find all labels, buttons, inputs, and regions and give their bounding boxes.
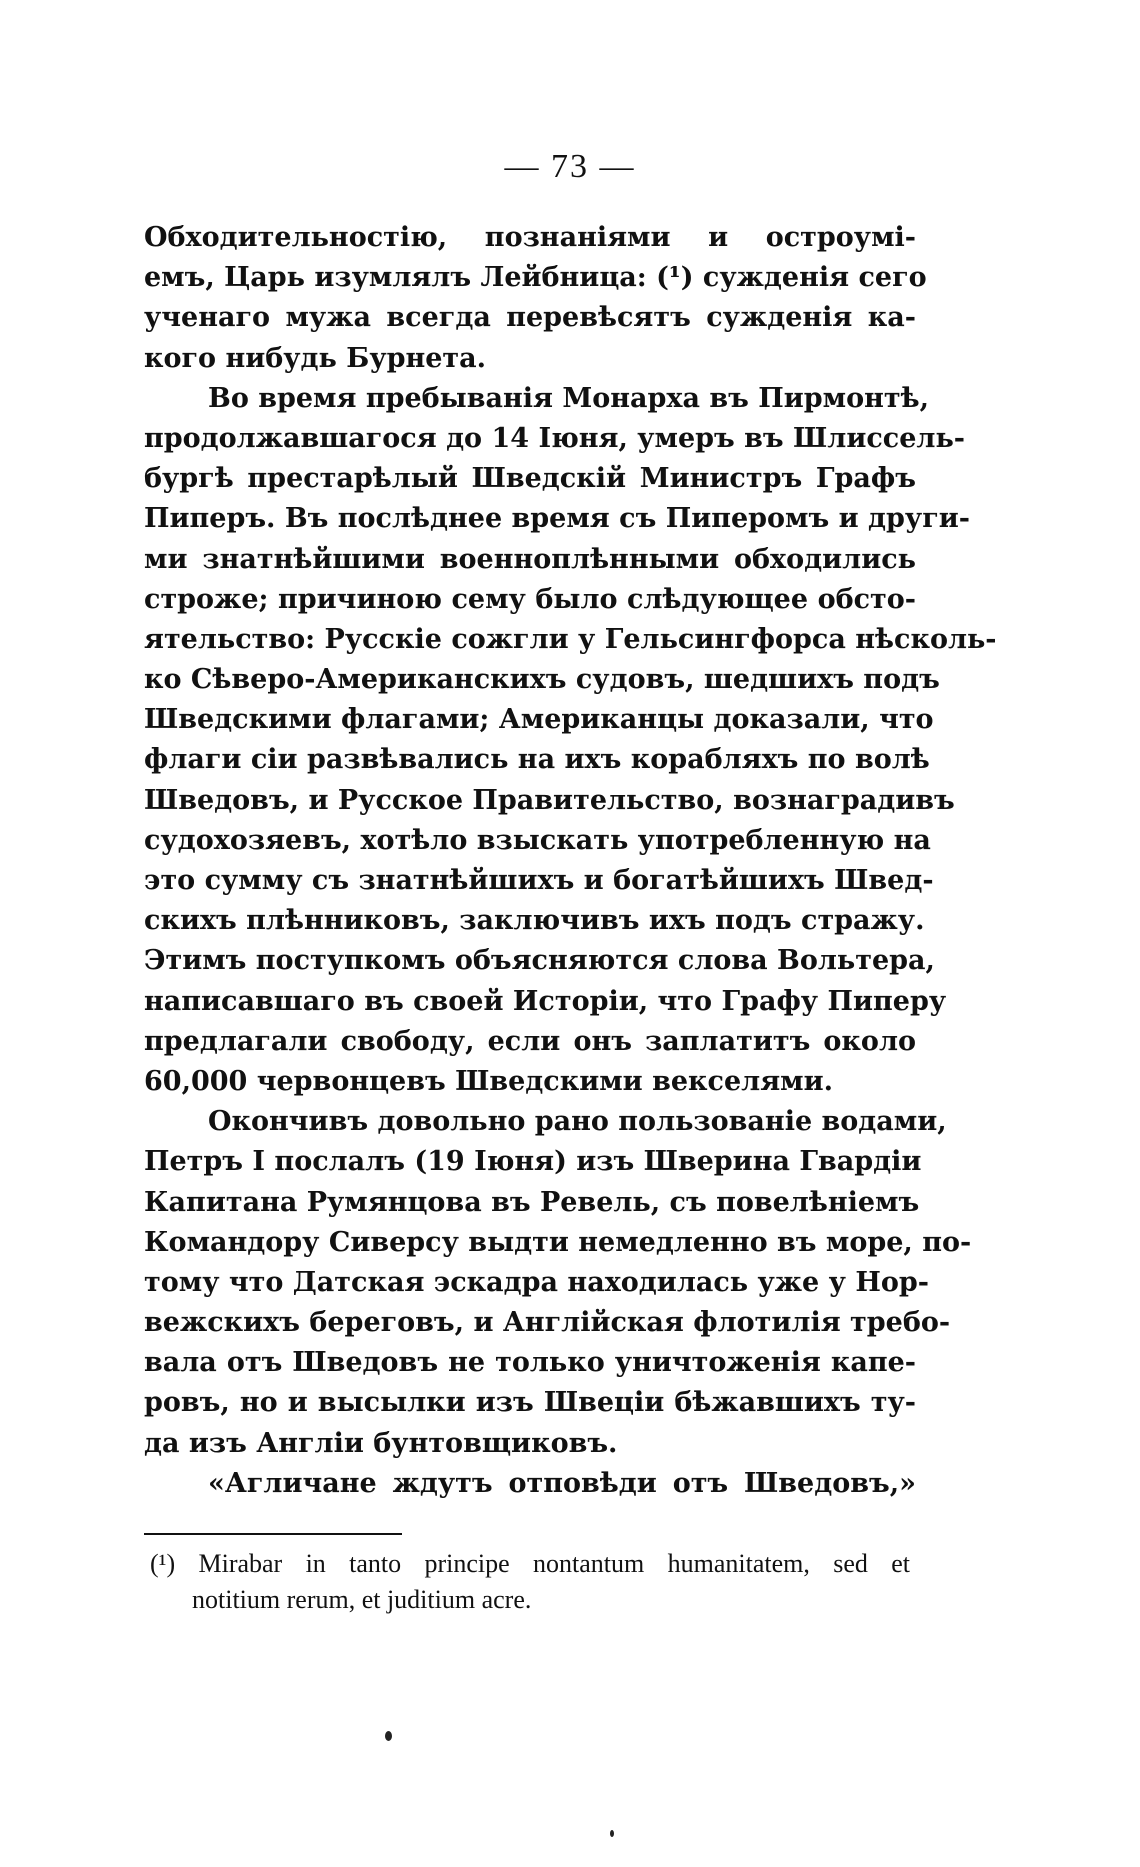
text-line: ко Сѣверо-Американскихъ судовъ, шедшихъ подъ [144,664,940,696]
text-line: Пиперъ. Въ послѣднее время съ Пиперомъ и други- [144,503,970,535]
body-text [144,218,997,1504]
text-line: да изъ Англіи бунтовщиковъ. [144,1427,618,1459]
text-line: тому что Датская эскадра находилась уже у Нор- [144,1266,929,1298]
text-line: ровъ, но и высылки изъ Швеціи бѣжавшихъ ту- [144,1387,916,1419]
text-line: вала отъ Шведовъ не только уничтоженія капе- [144,1347,916,1379]
text-line: предлагали свободу, если онъ заплатитъ около [144,1025,916,1057]
text-line: бургѣ престарѣлый Шведскій Министръ Графъ [144,463,916,495]
text-line: ученаго мужа всегда перевѣсятъ сужденія ка- [144,302,916,334]
text-line: ятельство: Русскіе сожгли у Гельсингфорса нѣсколь- [144,623,997,655]
footnote-line: (¹) Mirabar in tanto principe nontantum humanitatem, sed et [150,1549,910,1578]
text-line: вежскихъ береговъ, и Англійская флотилія требо- [144,1307,951,1339]
text-line: строже; причиною сему было слѣдующее обсто- [144,583,916,615]
text-line: Во время пребыванія Монарха въ Пирмонтѣ, [208,382,929,414]
footnote-divider [144,1533,402,1535]
text-line: флаги сіи развѣвались на ихъ корабляхъ по волѣ [144,744,930,776]
text-line: ми знатнѣйшими военноплѣнными обходились [144,543,916,575]
text-line: скихъ плѣнниковъ, заключивъ ихъ подъ стражу. [144,905,925,937]
text-line: Окончивъ довольно рано пользованіе водами, [208,1106,947,1138]
text-line: Этимъ поступкомъ объясняются слова Вольтера, [144,945,935,977]
text-line: Петръ I послалъ (19 Іюня) изъ Шверина Гвардіи [144,1146,922,1178]
text-line: Шведскими флагами; Американцы доказали, что [144,704,934,736]
text-line: «Агличане ждутъ отповѣди отъ Шведовъ,» [208,1467,916,1499]
text-line: написавшаго въ своей Исторіи, что Графу Пиперу [144,985,947,1017]
text-line: емъ, Царь изумлялъ Лейбница: (¹) сужденія сего [144,262,927,294]
ink-speck [385,1731,392,1741]
text-line: это сумму съ знатнѣйшихъ и богатѣйшихъ Швед- [144,865,934,896]
text-line: 60,000 червонцевъ Шведскими векселями. [144,1065,834,1097]
text-line: продолжавшагося до 14 Іюня, умеръ въ Шлиссель- [144,422,965,454]
page-number: — 73 — [504,148,636,185]
text-line: Командору Сиверсу выдти немедленно въ море, по- [144,1226,972,1258]
text-line: судохозяевъ, хотѣло взыскать употребленную на [144,824,931,856]
footnote-line: notitium rerum, et juditium acre. [192,1585,532,1614]
text-line: Шведовъ, и Русское Правительство, вознаградивъ [144,784,955,816]
footnotes [150,1546,910,1618]
text-line: Капитана Румянцова въ Ревель, съ повелѣніемъ [144,1186,920,1218]
text-line: кого нибудь Бурнета. [144,342,487,374]
ink-speck [610,1830,614,1837]
text-line: Обходительностію, познаніями и остроумі- [144,222,916,253]
